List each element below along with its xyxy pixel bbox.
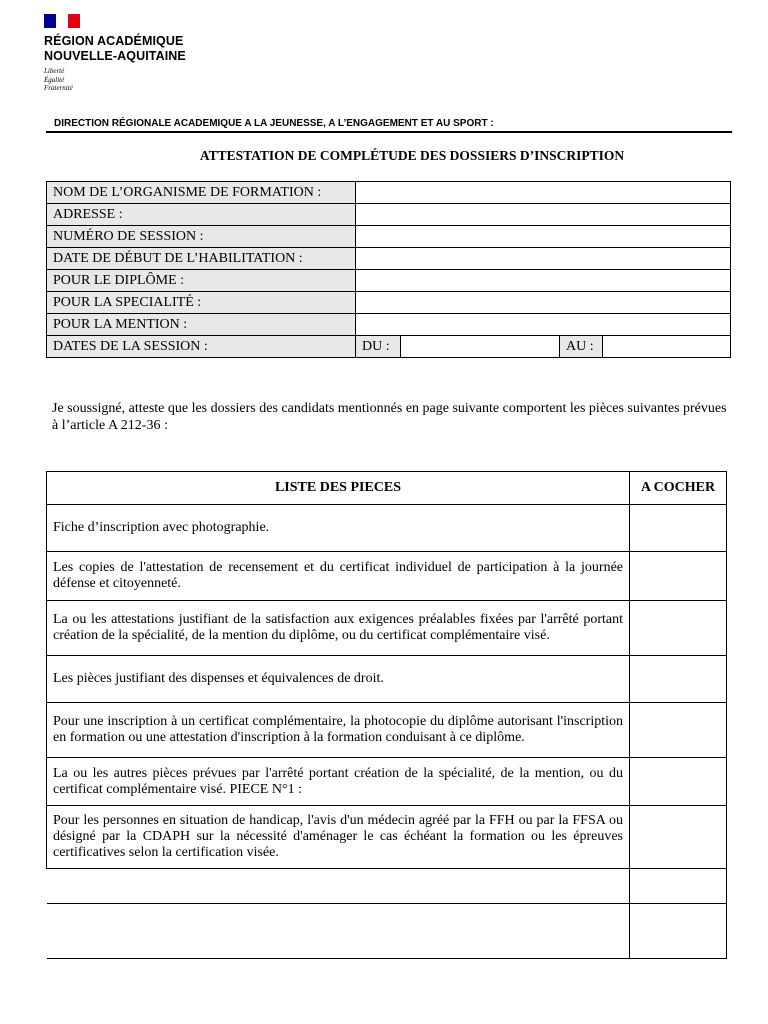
logo [44, 14, 186, 93]
french-flag-icon [44, 14, 80, 28]
motto-fraternite: Fraternité [44, 84, 73, 92]
field-input-habilitation[interactable] [356, 248, 731, 270]
info-row [47, 182, 731, 204]
header-liste-pieces: LISTE DES PIECES [47, 472, 630, 505]
logo-org-name [44, 34, 186, 64]
info-row [47, 292, 731, 314]
piece-checkbox-cell[interactable] [630, 552, 727, 601]
field-input-adresse[interactable] [356, 204, 731, 226]
piece-checkbox-cell[interactable] [630, 656, 727, 703]
piece-text: La ou les attestations justifiant de la satisfaction aux exigences préalables fixées par l'arrêté portant création de la spécialité, de la mention du diplôme, ou du certificat complémentaire visé. [47, 601, 630, 656]
motto-egalite: Égalité [44, 75, 65, 84]
field-label-dates [47, 336, 356, 358]
piece-checkbox-cell[interactable] [630, 806, 727, 869]
piece-text[interactable] [47, 869, 630, 904]
info-row [47, 270, 731, 292]
field-input-date-du[interactable] [401, 336, 560, 358]
dates-label: DATES DE LA SESSION : [53, 338, 208, 354]
piece-checkbox-cell[interactable] [630, 869, 727, 904]
direction-heading: DIRECTION RÉGIONALE ACADEMIQUE A LA JEUNESSE, A L’ENGAGEMENT ET AU SPORT : [54, 118, 494, 129]
table-row [47, 552, 727, 601]
field-label-adresse: ADRESSE : [47, 204, 356, 226]
piece-text: Pour une inscription à un certificat complémentaire, la photocopie du diplôme autorisant l'inscription en formation ou une attestation d'inscription à la formation conduisant à ce diplôme. [47, 703, 630, 758]
page-title: ATTESTATION DE COMPLÉTUDE DES DOSSIERS D’INSCRIPTION [199, 148, 625, 163]
table-row [47, 601, 727, 656]
field-label-habilitation: DATE DE DÉBUT DE L’HABILITATION : [47, 248, 356, 270]
field-label-diplome: POUR LE DIPLÔME : [47, 270, 356, 292]
logo-motto [44, 67, 186, 93]
field-label-organisme: NOM DE L’ORGANISME DE FORMATION : [47, 182, 356, 204]
piece-checkbox-cell[interactable] [630, 601, 727, 656]
field-input-specialite[interactable] [356, 292, 731, 314]
table-row [47, 869, 727, 904]
table-row [47, 703, 727, 758]
piece-text[interactable] [47, 904, 630, 959]
info-row [47, 314, 731, 336]
field-input-mention[interactable] [356, 314, 731, 336]
header-a-cocher: A COCHER [630, 472, 727, 505]
field-label-specialite: POUR LA SPECIALITÉ : [47, 292, 356, 314]
field-label-mention: POUR LA MENTION : [47, 314, 356, 336]
piece-text: Fiche d’inscription avec photographie. [47, 505, 630, 552]
table-row [47, 656, 727, 703]
intro-paragraph: Je soussigné, atteste que les dossiers des candidats mentionnés en page suivante comportent les pièces suivantes prévues à l’article A 212-36 : [52, 401, 727, 433]
pieces-table [46, 471, 727, 959]
piece-text: Les copies de l'attestation de recensement et du certificat individuel de participation à la journée défense et citoyenneté. [47, 552, 630, 601]
info-form-table [46, 181, 731, 358]
logo-org-line2: NOUVELLE-AQUITAINE [44, 49, 186, 63]
table-row [47, 758, 727, 806]
piece-checkbox-cell[interactable] [630, 904, 727, 959]
piece-text: Pour les personnes en situation de handicap, l'avis d'un médecin agréé par la FFH ou par la FFSA ou désigné par la CDAPH sur la nécessité d'aménager le cas échéant la formation ou les épreuves certificatives selon la certification visée. [47, 806, 630, 869]
table-row [47, 904, 727, 959]
field-input-date-au[interactable] [603, 336, 731, 358]
field-label-session: NUMÉRO DE SESSION : [47, 226, 356, 248]
info-row [47, 226, 731, 248]
du-label: DU : [356, 336, 401, 358]
field-input-session[interactable] [356, 226, 731, 248]
table-row [47, 505, 727, 552]
piece-checkbox-cell[interactable] [630, 758, 727, 806]
table-row [47, 806, 727, 869]
info-row [47, 248, 731, 270]
logo-org-line1: RÉGION ACADÉMIQUE [44, 34, 184, 48]
pieces-header-row [47, 472, 727, 505]
piece-checkbox-cell[interactable] [630, 505, 727, 552]
field-input-organisme[interactable] [356, 182, 731, 204]
piece-text: Les pièces justifiant des dispenses et équivalences de droit. [47, 656, 630, 703]
header-divider [46, 131, 732, 133]
au-label: AU : [560, 336, 603, 358]
piece-text: La ou les autres pièces prévues par l'arrêté portant création de la spécialité, de la mention, ou du certificat complémentaire visé. PIECE N°1 : [47, 758, 630, 806]
field-input-diplome[interactable] [356, 270, 731, 292]
piece-checkbox-cell[interactable] [630, 703, 727, 758]
motto-liberte: Liberté [44, 67, 65, 75]
info-row-dates [47, 336, 731, 358]
info-row [47, 204, 731, 226]
